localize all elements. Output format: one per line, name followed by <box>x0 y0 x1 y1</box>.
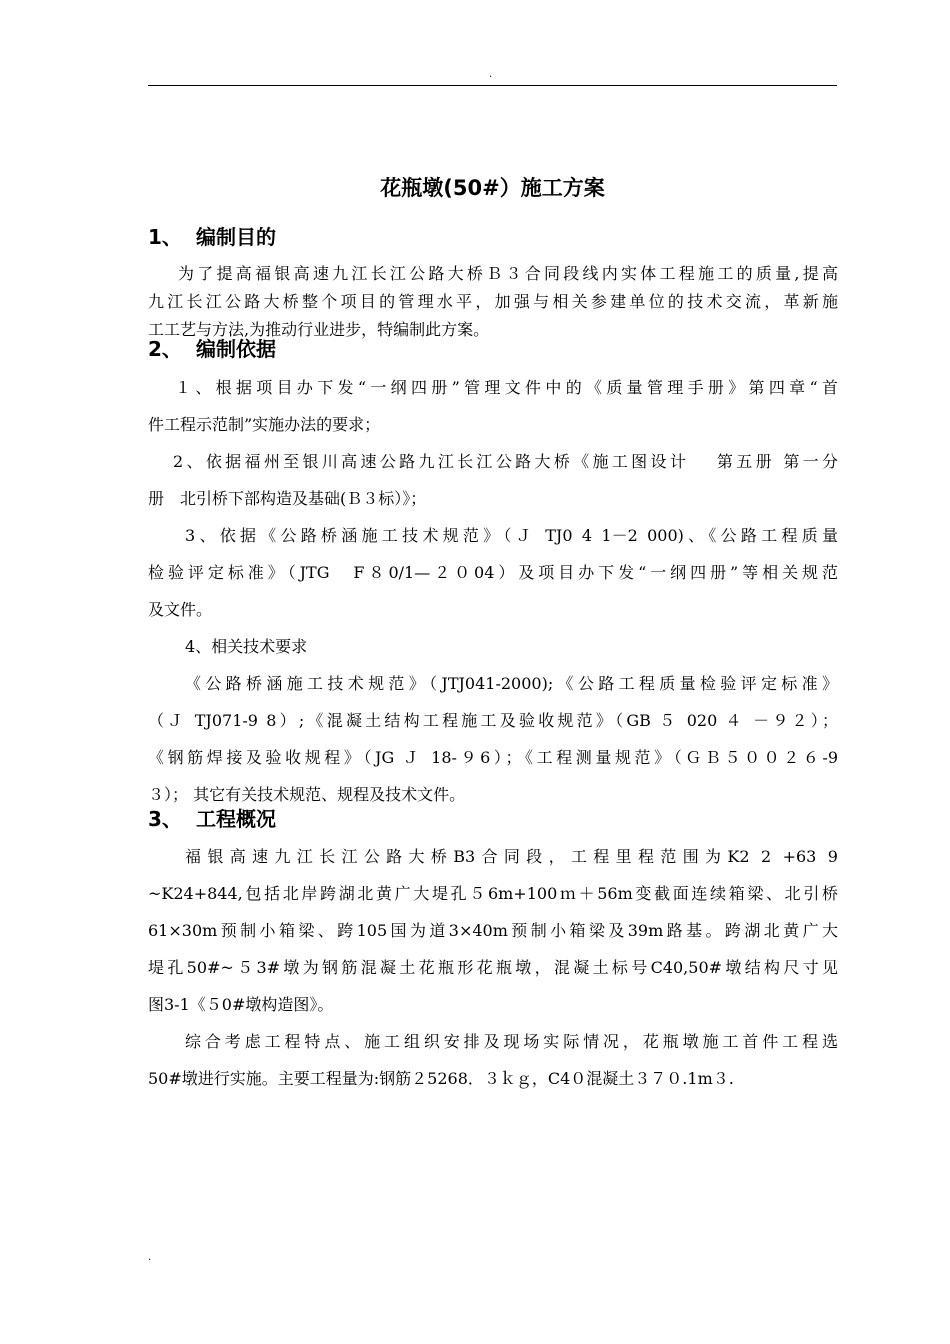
footer-mark: . <box>148 1252 152 1263</box>
text-line: ３）； 其它有关技术规范、规程及技术文件。 <box>148 785 466 804</box>
text-line: 《钢筋焊接及验收规程》（JG Ｊ 18-９6）；《工程测量规范》（ＧＢ５００２６-9 <box>148 748 838 767</box>
text-line: 工工艺与方法,为推动行业进步，特编制此方案。 <box>148 320 490 339</box>
text-line: 册 北引桥下部构造及基础(Ｂ３标）》； <box>148 489 427 508</box>
section-3-heading <box>148 805 276 833</box>
text-line: 九江长江公路大桥整个项目的管理水平，加强与相关参建单位的技术交流，革新施 <box>148 292 838 311</box>
text-line: １、根据项目办下发“一纲四册”管理文件中的《质量管理手册》第四章“首 <box>175 378 838 397</box>
header-mark: . <box>489 69 493 80</box>
purpose-paragraph <box>148 260 838 344</box>
text-line: 堤孔50#~５3#墩为钢筋混凝土花瓶形花瓶墩，混凝土标号C40,50#墩结构尺寸见 <box>148 958 838 977</box>
text-line: 综合考虑工程特点、施工组织安排及现场实际情况，花瓶墩施工首件工程选 <box>185 1032 838 1051</box>
section-title: 编制目的 <box>196 225 276 249</box>
text-line: 为了提高福银高速九江长江公路大桥Ｂ３合同段线内实体工程施工的质量,提高 <box>178 264 838 283</box>
text-line: 件工程示范制”实施办法的要求； <box>148 415 381 434</box>
section-title: 工程概况 <box>196 807 276 831</box>
text-line: （Ｊ TJ071-9 8）;《混凝土结构工程施工及验收规范》（GB ５ 020 ４ －９２）； <box>148 711 838 730</box>
section-number: 2、 <box>148 337 182 361</box>
text-line: 2、依据福州至银川高速公路九江长江公路大桥《施工图设计 第五册 第一分 <box>173 452 838 471</box>
section-title: 编制依据 <box>196 337 276 361</box>
text-line: 图3-1《５0#墩构造图》。 <box>148 995 334 1014</box>
text-line: ~K24+844,包括北岸跨湖北黄广大堤孔５6m+100ｍ＋56m变截面连续箱梁、北引桥 <box>148 884 838 903</box>
text-line: 检验评定标准》（JTG F８0/1—２０04）及项目办下发“一纲四册”等相关规范 <box>148 563 838 582</box>
text-line: 4、相关技术要求 <box>185 637 308 656</box>
text-line: 50#墩进行实施。主要工程量为:钢筋２5268．３ｋｇ，C4０混凝土３７０.1m３. <box>148 1069 734 1088</box>
section-1-heading <box>148 223 276 251</box>
header-rule <box>148 85 837 86</box>
text-line: 61×30m预制小箱梁、跨105国为道3×40m预制小箱梁及39m路基。跨湖北黄广大 <box>148 921 838 940</box>
text-line: 及文件。 <box>148 600 213 619</box>
section-2-heading <box>148 335 276 363</box>
section-number: 3、 <box>148 807 182 831</box>
text-line: 福银高速九江长江公路大桥B3合同段，工程里程范围为K2 2 +63 9 <box>185 847 838 866</box>
document-title: 花瓶墩(50#）施工方案 <box>380 176 605 200</box>
text-line: 3、依据《公路桥涵施工技术规范》（Ｊ TJ0 4 1－2 000)、《公路工程质量 <box>185 526 838 545</box>
overview-paragraph <box>148 838 838 1097</box>
section-number: 1、 <box>148 225 182 249</box>
basis-paragraph <box>148 369 838 813</box>
text-line: 《公路桥涵施工技术规范》（JTJ041-2000);《公路工程质量检验评定标准》 <box>185 674 838 693</box>
